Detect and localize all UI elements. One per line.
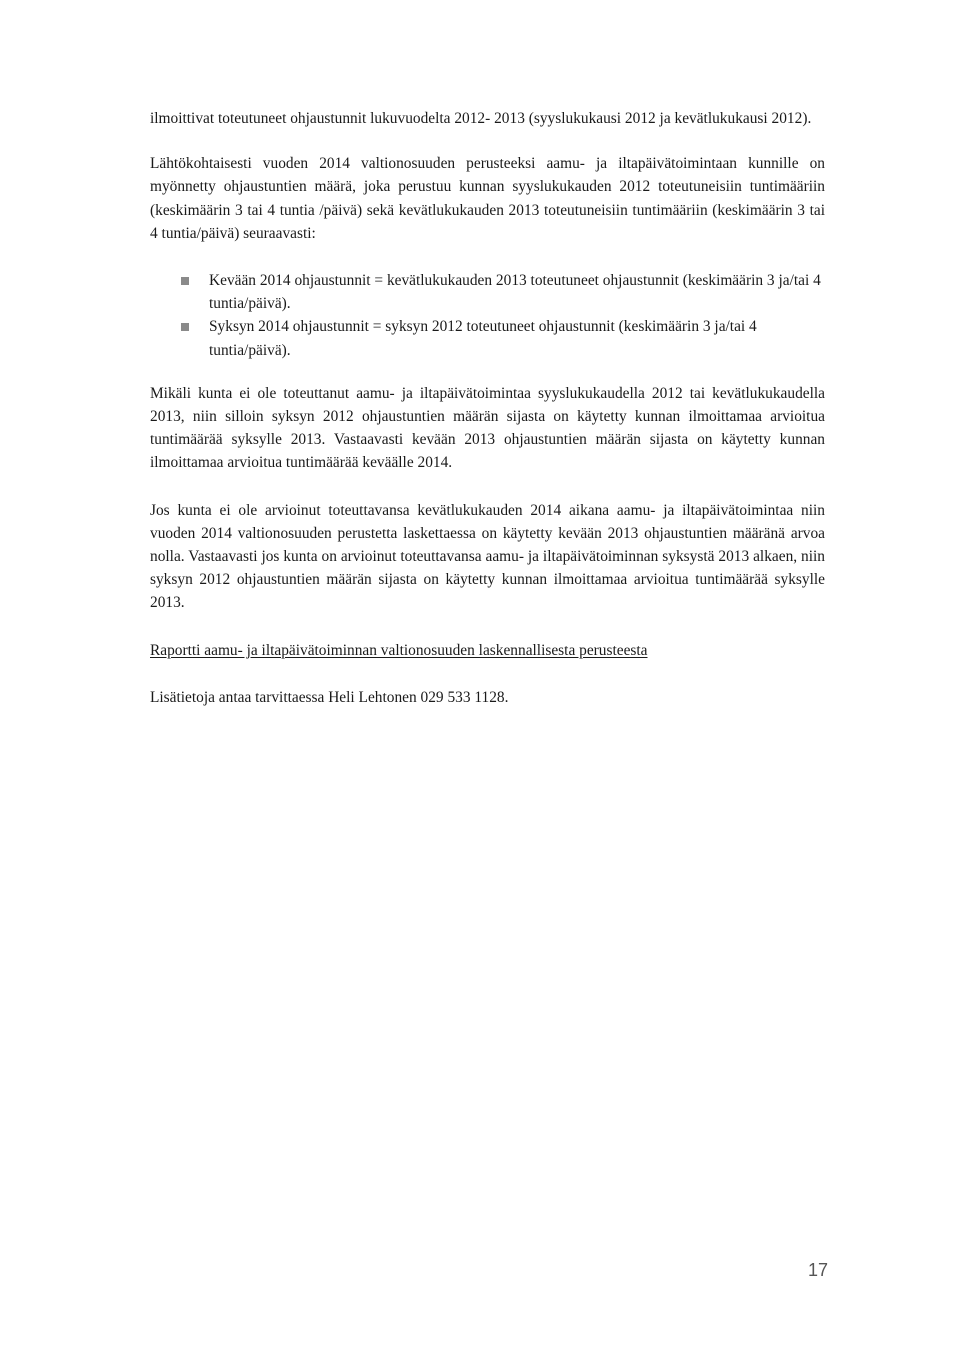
paragraph-basis: Lähtökohtaisesti vuoden 2014 valtionosuuden perusteeksi aamu- ja iltapäivätoimintaan kunnille on myönnetty ohjaustuntien määrä, joka perustuu kunnan syyslukukauden 2012 toteutuneisiin tuntimääriin (keskimäärin 3 tai 4 tuntia /päivä) sekä kevätlukukauden 2013 toteutuneisiin tuntimääriin (keskimäärin 3 tai 4 tuntia/päivä) seuraavasti: [150, 155, 825, 242]
intro-paragraph: ilmoittivat toteutuneet ohjaustunnit lukuvuodelta 2012- 2013 (syyslukukausi 2012 ja kevätlukukausi 2012). [150, 110, 812, 127]
paragraph-exception: Mikäli kunta ei ole toteuttanut aamu- ja iltapäivätoimintaa syyslukukaudella 2012 tai kevätlukukaudella 2013, niin silloin syksyn 2012 ohjaustuntien määrän sijasta on käytetty kunnan ilmoittamaa arvioitua tuntimäärää syksylle 2013. Vastaavasti kevään 2013 ohjaustuntien määrän sijasta on käytetty kunnan ilmoittamaa arvioitua tuntimäärää keväälle 2014. [150, 384, 825, 472]
page-number: 17 [807, 1260, 828, 1280]
paragraph-estimate: Jos kunta ei ole arvioinut toteuttavansa kevätlukukauden 2014 aikana aamu- ja iltapäivätoimintaa niin vuoden 2014 valtionosuuden perustetta laskettaessa on käytetty kevään 2013 ohjaustuntien määränä arvoa nolla. Vastaavasti jos kunta on arvioinut toteuttavansa aamu- ja iltapäivätoiminnan syksystä 2013 alkaen, niin syksyn 2012 ohjaustuntien määrän sijasta on käytetty kunnan ilmoittamaa arvioitua tuntimäärää syksylle 2013. [150, 501, 825, 612]
bullet-text: Kevään 2014 ohjaustunnit = kevätlukukauden 2013 toteutuneet ohjaustunnit (keskimäärin 3 ja/tai 4 tuntia/päivä). [209, 272, 821, 313]
bullet-text: Syksyn 2014 ohjaustunnit = syksyn 2012 toteutuneet ohjaustunnit (keskimäärin 3 ja/tai 4 tuntia/päivä). [209, 318, 757, 359]
document-body [150, 107, 825, 709]
square-bullet-icon [181, 323, 189, 331]
bullet-item-autumn [150, 315, 825, 361]
square-bullet-icon [181, 277, 189, 285]
bullet-list [150, 269, 825, 362]
bullet-item-spring [150, 269, 825, 315]
report-link[interactable]: Raportti aamu- ja iltapäivätoiminnan valtionosuuden laskennallisesta perusteesta [150, 641, 648, 659]
report-link-paragraph [150, 639, 825, 662]
contact-paragraph: Lisätietoja antaa tarvittaessa Heli Lehtonen 029 533 1128. [150, 688, 509, 706]
